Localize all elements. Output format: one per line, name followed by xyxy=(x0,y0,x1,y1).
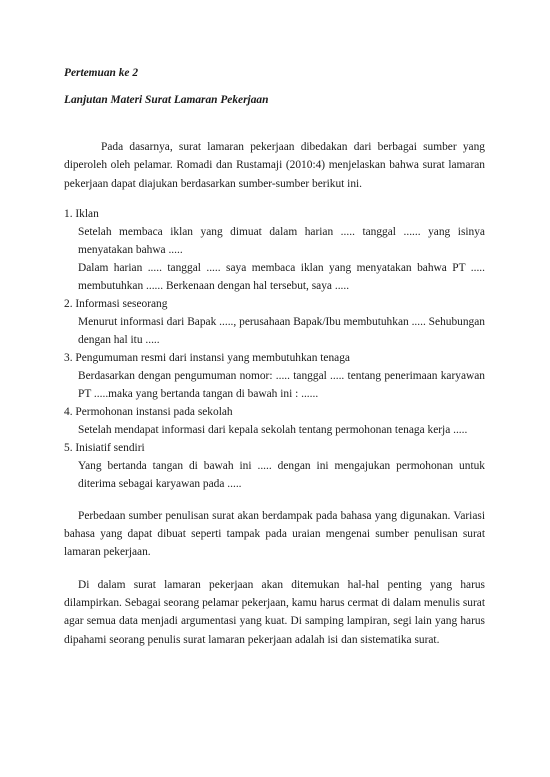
list-item-line: Menurut informasi dari Bapak ....., perusahaan Bapak/Ibu membutuhkan ..... Sehubungan dengan hal itu ..... xyxy=(78,315,485,346)
list-item-label: 5. Inisiatif sendiri xyxy=(64,441,145,454)
list-item xyxy=(64,295,485,349)
intro-paragraph: Pada dasarnya, surat lamaran pekerjaan dibedakan dari berbagai sumber yang diperoleh oleh pelamar. Romadi dan Rustamaji (2010:4) menjelaskan bahwa surat lamaran pekerjaan dapat diajukan berdasarkan sumber-sumber berikut ini. xyxy=(64,141,485,190)
list-item xyxy=(64,349,485,403)
document-page xyxy=(64,66,485,649)
list-item-body xyxy=(64,457,485,493)
list-item-label: 1. Iklan xyxy=(64,207,99,220)
list-item-line: Setelah mendapat informasi dari kepala sekolah tentang permohonan tenaga kerja ..... xyxy=(78,423,468,436)
list-item-label: 3. Pengumuman resmi dari instansi yang membutuhkan tenaga xyxy=(64,351,350,364)
body-paragraph: Di dalam surat lamaran pekerjaan akan ditemukan hal-hal penting yang harus dilampirkan. Sebagai seorang pelamar pekerjaan, kamu harus cermat di dalam menulis surat agar semua data menjadi argumentasi yang kuat. Di samping lampiran, segi lain yang harus dipahami seorang penulis surat lamaran pekerjaan adalah isi dan sistematika surat. xyxy=(64,578,485,646)
list-item xyxy=(64,439,485,493)
list-item-body xyxy=(64,421,485,439)
list-item xyxy=(64,205,485,295)
list-item-line: Berdasarkan dengan pengumuman nomor: ..... tanggal ..... tentang penerimaan karyawan PT .....maka yang bertanda tangan di bawah ini : ...... xyxy=(78,369,485,400)
list-item-line: Yang bertanda tangan di bawah ini ..... dengan ini mengajukan permohonan untuk diterima sebagai karyawan pada ..... xyxy=(78,459,485,490)
page-heading: Pertemuan ke 2 xyxy=(64,67,139,79)
page-subheading: Lanjutan Materi Surat Lamaran Pekerjaan xyxy=(64,94,269,106)
list-item xyxy=(64,403,485,439)
body-paragraph: Perbedaan sumber penulisan surat akan berdampak pada bahasa yang digunakan. Variasi bahasa yang dapat dibuat seperti tampak pada uraian mengenai sumber penulisan surat lamaran pekerjaan. xyxy=(64,509,485,559)
list-item-line: Dalam harian ..... tanggal ..... saya membaca iklan yang menyatakan bahwa PT ..... membutuhkan ...... Berkenaan dengan hal tersebut, saya ..... xyxy=(78,261,485,292)
list-item-label: 2. Informasi seseorang xyxy=(64,297,168,310)
list-item-label: 4. Permohonan instansi pada sekolah xyxy=(64,405,233,418)
list-item-body xyxy=(64,313,485,349)
list-item-line: Setelah membaca iklan yang dimuat dalam harian ..... tanggal ...... yang isinya menyatakan bahwa ..... xyxy=(78,225,485,256)
list-item-body xyxy=(64,223,485,295)
source-list xyxy=(64,205,485,493)
list-item-body xyxy=(64,367,485,403)
